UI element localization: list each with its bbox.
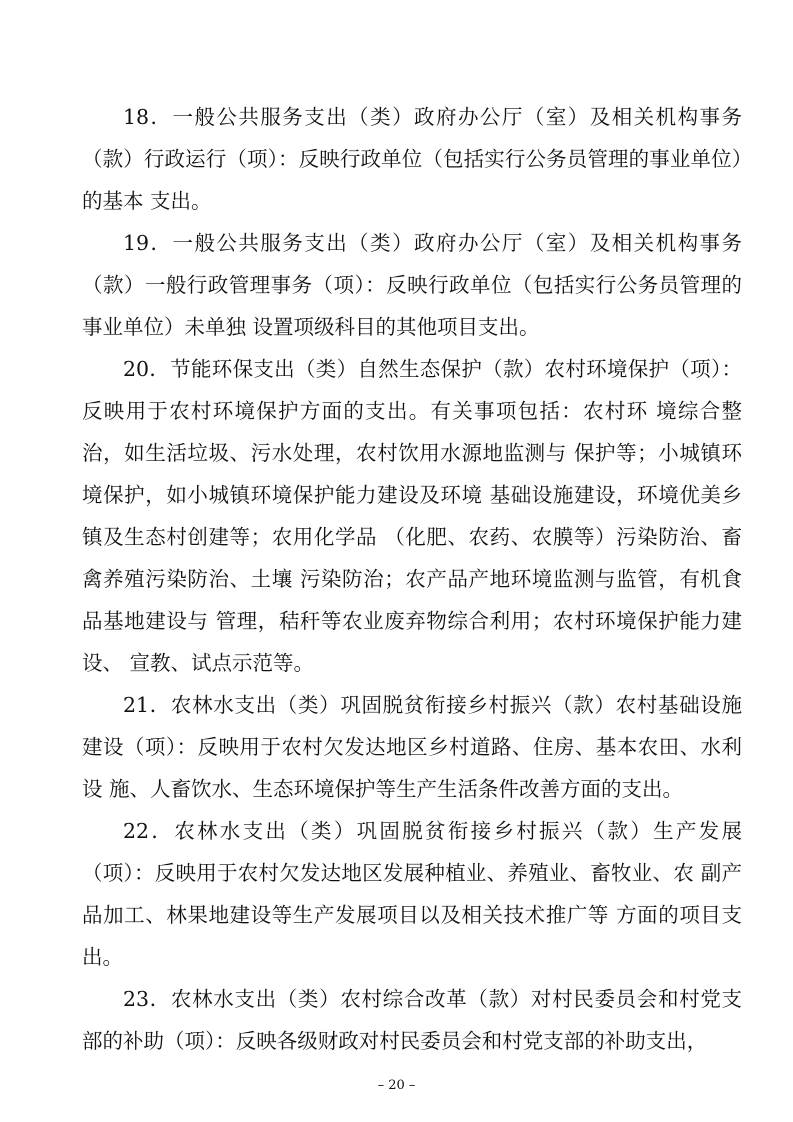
document-body (82, 96, 742, 1062)
paragraph-18: 18．一般公共服务支出（类）政府办公厅（室）及相关机构事务（款）行政运行（项）：反映行政单位（包括实行公务员管理的事业单位）的基本 支出。 (82, 105, 742, 213)
paragraph-19: 19．一般公共服务支出（类）政府办公厅（室）及相关机构事务（款）一般行政管理事务（项）：反映行政单位（包括实行公务员管理的事业单位）未单独 设置项级科目的其他项目支出。 (82, 231, 742, 339)
page-number: – 20 – (377, 1078, 416, 1093)
paragraph-23: 23．农林水支出（类）农村综合改革（款）对村民委员会和村党支部的补助（项）：反映各级财政对村民委员会和村党支部的补助支出， (82, 987, 742, 1053)
paragraph-22: 22．农林水支出（类）巩固脱贫衔接乡村振兴（款）生产发展（项）：反映用于农村欠发达地区发展种植业、养殖业、畜牧业、农 副产品加工、林果地建设等生产发展项目以及相关技术推广等 方面的项目支出。 (82, 819, 742, 969)
paragraph-20: 20．节能环保支出（类）自然生态保护（款）农村环境保护（项）：反映用于农村环境保护方面的支出。有关事项包括：农村环 境综合整治，如生活垃圾、污水处理，农村饮用水源地监测与 保护等；小城镇环境保护，如小城镇环境保护能力建设及环境 基础设施建设，环境优美乡镇及生态村创建等；农用化学品 （化肥、农药、农膜等）污染防治、畜禽养殖污染防治、土壤 污染防治；农产品产地环境监测与监管，有机食品基地建设与 管理，秸秆等农业废弃物综合利用；农村环境保护能力建设、 宣教、试点示范等。 (82, 357, 742, 675)
paragraph-21: 21．农林水支出（类）巩固脱贫衔接乡村振兴（款）农村基础设施建设（项）：反映用于农村欠发达地区乡村道路、住房、基本农田、水利设 施、人畜饮水、生态环境保护等生产生活条件改善方面的支出。 (82, 693, 742, 801)
